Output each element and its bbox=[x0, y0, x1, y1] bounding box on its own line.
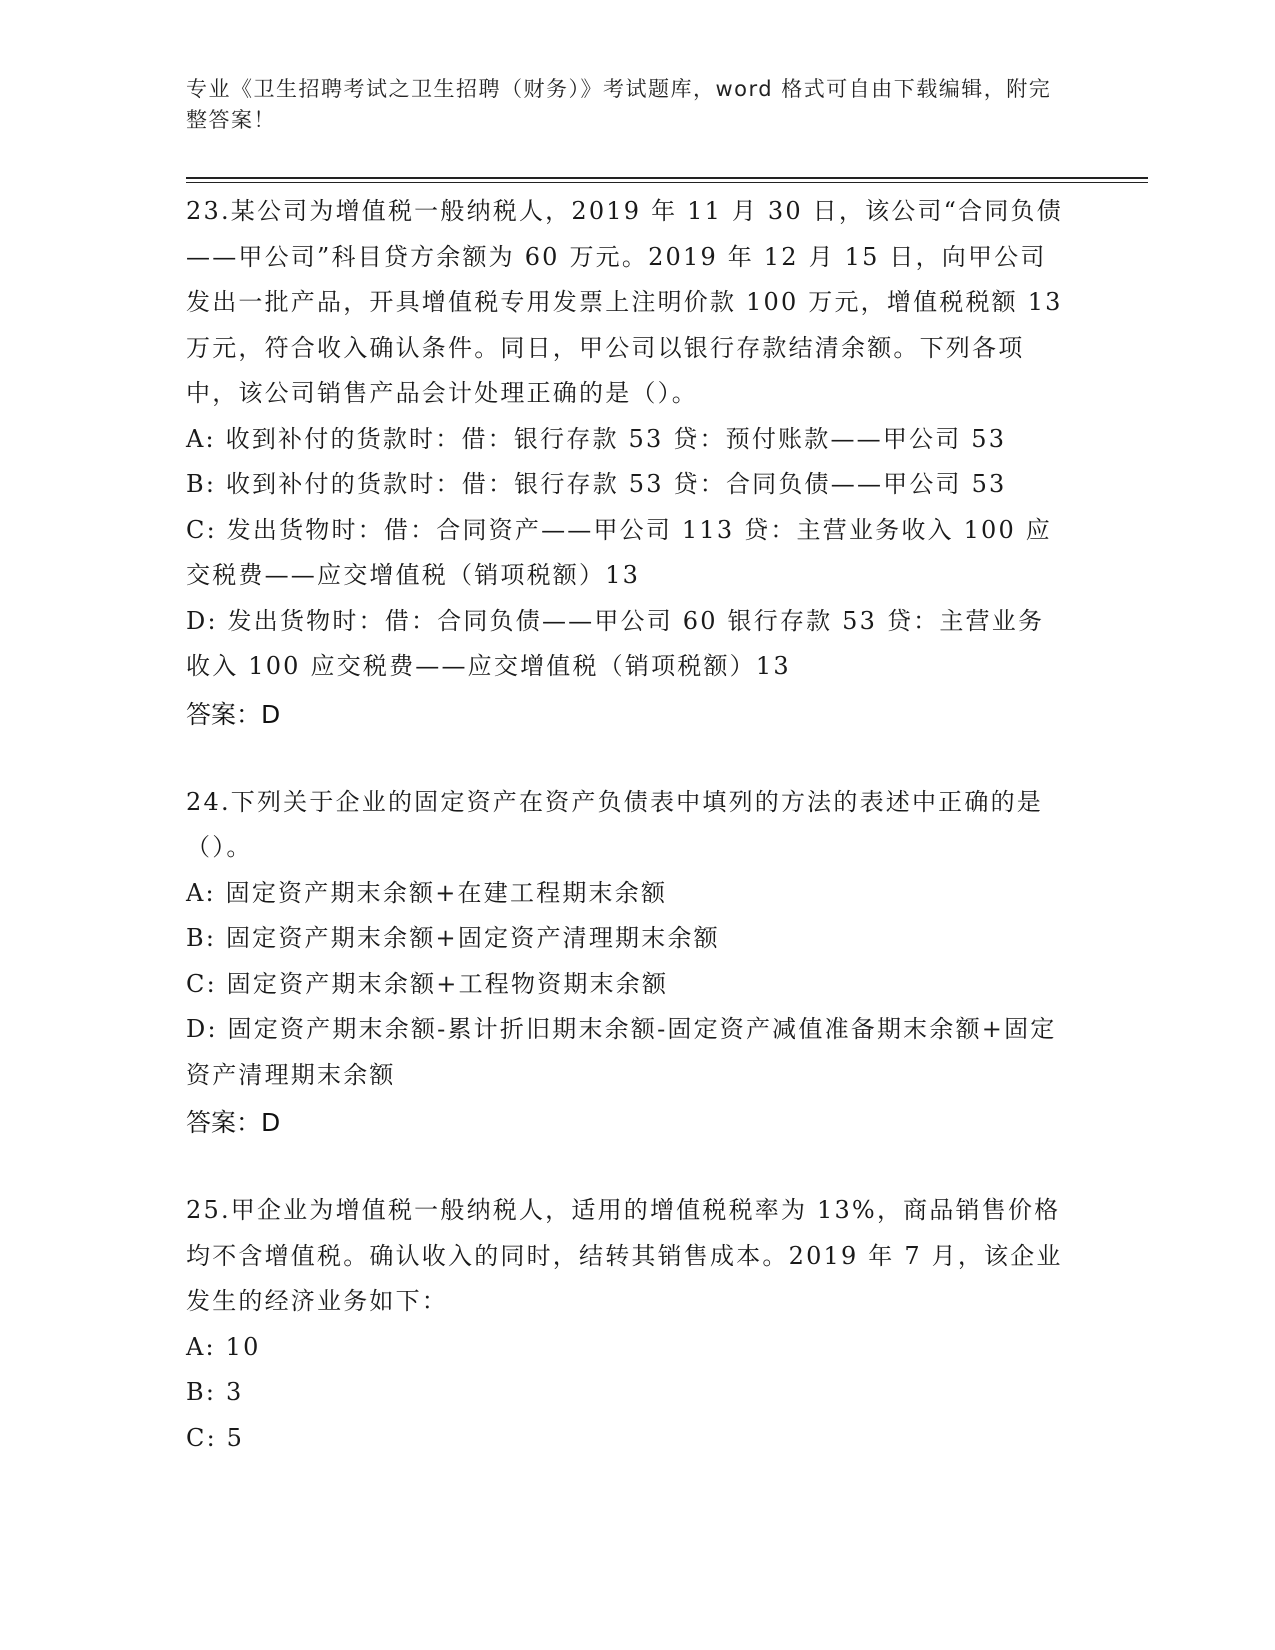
header-divider-thin bbox=[186, 182, 1148, 183]
question-spacer bbox=[186, 737, 1066, 780]
option-c: C: 固定资产期末余额+工程物资期末余额 bbox=[186, 969, 669, 998]
header-divider-thick bbox=[186, 177, 1148, 179]
question-24 bbox=[186, 780, 1066, 1146]
option-d: D: 发出货物时：借：合同负债——甲公司 60 银行存款 53 贷：主营业务收入 100 应交税费——应交增值税（销项税额）13 bbox=[186, 606, 1045, 680]
option-a: A: 收到补付的货款时：借：银行存款 53 贷：预付账款——甲公司 53 bbox=[186, 424, 1007, 453]
question-list bbox=[186, 189, 1066, 1461]
question-spacer bbox=[186, 1145, 1066, 1188]
option-a: A: 固定资产期末余额+在建工程期末余额 bbox=[186, 878, 668, 907]
option-c: C: 5 bbox=[186, 1423, 245, 1452]
answer: 答案：D bbox=[186, 699, 281, 729]
option-b: B: 3 bbox=[186, 1378, 244, 1406]
answer: 答案：D bbox=[186, 1108, 281, 1137]
question-stem: 24.下列关于企业的固定资产在资产负债表中填列的方法的表述中正确的是（）。 bbox=[186, 787, 1043, 861]
option-d: D: 固定资产期末余额-累计折旧期末余额-固定资产减值准备期末余额+固定资产清理期末余额 bbox=[186, 1015, 1057, 1089]
question-25 bbox=[186, 1188, 1066, 1461]
option-c: C: 发出货物时：借：合同资产——甲公司 113 贷：主营业务收入 100 应交税费——应交增值税（销项税额）13 bbox=[186, 515, 1053, 589]
document-header: 专业《卫生招聘考试之卫生招聘（财务）》考试题库，word 格式可自由下载编辑，附完整答案！ bbox=[186, 77, 1052, 132]
question-stem: 23.某公司为增值税一般纳税人，2019 年 11 月 30 日，该公司“合同负债——甲公司”科目贷方余额为 60 万元。2019 年 12 月 15 日，向甲公司发出一批产品，开具增值税专用发票上注明价款 100 万元，增值税税额 13 万元，符合收入确认条件。同日，甲公司以银行存款结清余额。下列各项中，该公司销售产品会计处理正确的是（）。 bbox=[186, 197, 1063, 407]
option-b: B: 收到补付的货款时：借：银行存款 53 贷：合同负债——甲公司 53 bbox=[186, 470, 1007, 498]
option-b: B: 固定资产期末余额+固定资产清理期末余额 bbox=[186, 924, 720, 952]
question-stem: 25.甲企业为增值税一般纳税人，适用的增值税税率为 13%，商品销售价格均不含增值税。确认收入的同时，结转其销售成本。2019 年 7 月，该企业发生的经济业务如下： bbox=[186, 1196, 1063, 1315]
option-a: A: 10 bbox=[186, 1332, 261, 1361]
question-23 bbox=[186, 189, 1066, 737]
